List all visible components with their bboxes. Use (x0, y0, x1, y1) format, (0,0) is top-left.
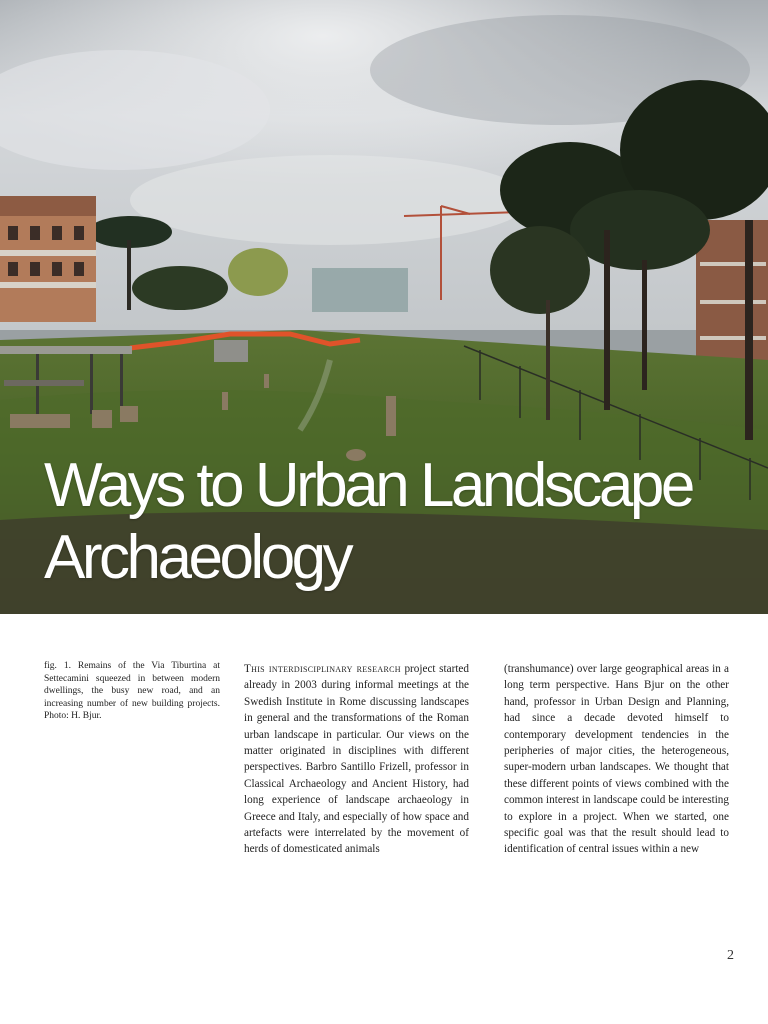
right-building (696, 220, 768, 370)
page-number: 2 (727, 948, 734, 963)
body-column-2: (transhumance) over large geographical areas in a long term perspective. Hans Bjur on the other hand, professor in Urban Design and Planning, had since a decade devoted himself to contemporary development tendencies in the peripheries of major cities, the heterogeneous, super-modern urban landscapes. We thought that these different points of views combined with the common interest in landscape could be interesting to explore in a project. When we started, one specific goal was that the result should lead to identification of central issues within a new (504, 663, 729, 856)
title-line-1: Ways to Urban Landscape (44, 451, 692, 520)
apartment-building (0, 196, 96, 322)
construction-building (312, 268, 408, 312)
body-column-1-text: project started already in 2003 during informal meetings at the Swedish Institute in Rome discussing landscapes in general and the transformations of the Roman urban landscape in particular. Our views on the matter originated in disciplines with different perspectives. Barbro Santillo Frizell, professor in Classical Archaeology and Ancient History, had long experience of landscape archaeology in Greece and Italy, and especially of how space and artefacts were interrelated by the movement of herds of domesticated animals (244, 663, 469, 856)
title-line-2: Archaeology (44, 523, 351, 592)
small-hut (214, 340, 248, 362)
figure-caption: fig. 1. Remains of the Via Tiburtina at Settecamini squeezed in between modern dwellings, the busy new road, and an increasing number of new building projects. Photo: H. Bjur. (44, 661, 220, 722)
page-title (44, 450, 744, 594)
lead-in-small-caps: This interdisciplinary research (244, 663, 401, 675)
body-column-1 (244, 661, 469, 858)
